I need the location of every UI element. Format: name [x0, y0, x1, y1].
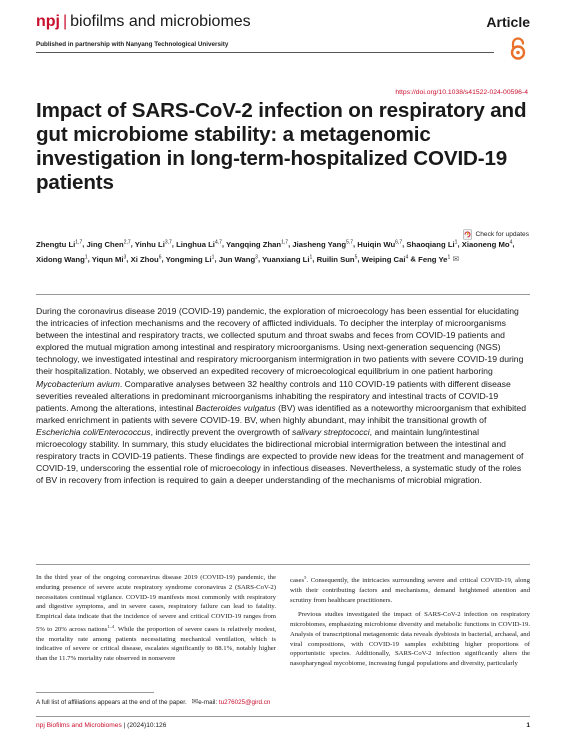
page-footer: [36, 722, 530, 729]
abstract-species-4: salivary streptococci: [292, 426, 370, 437]
author-affiliation: 3,7: [164, 239, 172, 245]
abstract-bottom-rule: [36, 564, 530, 565]
abstract-species-3: Escherichia coli/Enterococcus: [36, 426, 151, 437]
author-name[interactable]: Yinhu Li$^{3,7}$: [134, 239, 172, 249]
abstract-text-2: . Comparative analyses between 32 healthy controls and 110 COVID-19 patients with different disease severities revealed alterations in predominant microorganisms inhabiting the respiratory and intestinal tracts of COVID-19 patients. Among the alterations, intestinal: [36, 378, 511, 413]
author-affiliation: 5: [354, 254, 358, 261]
body-column-left: [36, 573, 276, 664]
page-number: 1: [526, 722, 530, 729]
author-name[interactable]: Xidong Wang$^1$: [36, 254, 88, 264]
author-affiliation: 6,7: [395, 239, 403, 245]
author-affiliation: 4,7: [214, 239, 222, 245]
author-affiliation: 1,7: [75, 239, 83, 245]
body-right-text-1: cases: [290, 577, 305, 585]
journal-separator: |: [63, 13, 68, 30]
author-name[interactable]: Yongming Li$^1$: [165, 254, 215, 264]
author-affiliation: 3: [255, 254, 258, 261]
author-affiliation: 1: [84, 254, 88, 261]
open-access-icon[interactable]: [508, 37, 528, 61]
abstract-text-3: (BV) was identified as a noteworthy microorganism that exhibited marked enrichment in patients with severe COVID-19. BV, when highly abundant, may inhibit the transitional growth of: [36, 402, 526, 425]
author-name[interactable]: Xiaoneng Mo$^4$: [461, 239, 513, 249]
author-name[interactable]: Jiasheng Yang$^{5,7}$: [292, 239, 354, 249]
author-affiliation: 4: [405, 254, 409, 261]
abstract: [36, 305, 530, 486]
author-name[interactable]: Xi Zhou$^6$: [130, 254, 162, 264]
author-name[interactable]: Linghua Li$^{4,7}$: [176, 239, 222, 249]
published-in-partnership: Published in partnership with Nanyang Technological University: [36, 41, 229, 48]
author-affiliation: 4: [509, 239, 513, 245]
abstract-top-rule: [36, 294, 530, 295]
author-name[interactable]: Shaoqiang Li$^1$: [406, 239, 458, 249]
abstract-text-5: , and maintain lung/intestinal microecology stability. In summary, this study elucidates the bidirectional microbial intermigration between the intestinal and respiratory tracts in COVID-19 patients. These findings are expected to provide new ideas for the treatment and management of COVID-19, underscoring the essential role of microecology in infectious diseases. Nevertheless, a systematic study of the roles of BV in recovery from infection is required to gain a deeper understanding of the mechanisms of microbial migration.: [36, 426, 524, 486]
author-email-link[interactable]: tu276025@gird.cn: [218, 699, 271, 706]
doi-link[interactable]: https://doi.org/10.1038/s41522-024-00596-4: [395, 89, 528, 96]
author-name[interactable]: Jun Wang$^3$: [218, 254, 258, 264]
body-right-text-2: . Consequently, the intricacies surrounding severe and critical COVID-19, along with their contributing factors and mechanisms, demand heightened attention and scrutiny from healthcare practitioners.: [290, 577, 530, 604]
author-name[interactable]: Weiping Cai$^4$: [361, 254, 409, 264]
check-updates-label: Check for updates: [475, 231, 529, 238]
body-left-text-1: In the third year of the ongoing coronavirus disease 2019 (COVID-19) pandemic, the enduring presence of severe acute respiratory syndrome coronavirus 2 (SARS-CoV-2) necessitates continual vigilance. COVID-19 manifests most commonly with respiratory and digestive symptoms, and in severe cases, respiratory failure can lead to fatality. Empirical data indicate that the incidence of severe and critical COVID-19 ranges from 5% to 20% across nations: [36, 574, 276, 633]
journal-header: [36, 12, 530, 38]
body-right-para-1: [290, 573, 530, 605]
abstract-text-4: , indirectly prevent the overgrowth of: [150, 426, 293, 437]
author-affiliation: 2,7: [123, 239, 131, 245]
mail-icon: ✉: [191, 697, 199, 706]
journal-title[interactable]: [36, 12, 251, 32]
header-rule: [36, 52, 494, 53]
email-label: e-mail:: [198, 699, 218, 706]
author-name[interactable]: Feng Ye$^1$: [418, 254, 451, 264]
footer-journal[interactable]: npj Biofilms and Microbiomes: [36, 722, 122, 729]
corresponding-author-mail-icon[interactable]: ✉: [450, 254, 460, 264]
author-affiliation: 3: [123, 254, 127, 261]
author-name[interactable]: Ruilin Sun$^5$: [316, 254, 358, 264]
author-name[interactable]: Jing Chen$^{2,7}$: [86, 239, 131, 249]
journal-npj: npj: [36, 13, 60, 30]
body-right-para-2: Previous studies investigated the impact of SARS-CoV-2 infection on respiratory microbiomes, emphasizing microbiome diversity and metabolic functions in COVID-19. Analysis of transcriptional metagenomic data reveals dysbiosis in bacterial, archaeal, and viral compositions, with COVID-19 samples exhibiting higher proportions of opportunistic species. Additionally, SARS-CoV-2 infection significantly alters the nasopharyngeal mycobiome, increasing fungal populations and diversity, particularly: [290, 611, 530, 668]
footer-citation: | (2024)10:126: [121, 722, 167, 729]
article-type-label: Article: [486, 14, 530, 30]
author-name[interactable]: Zhengtu Li$^{1,7}$: [36, 239, 83, 249]
author-name[interactable]: Yiqun Mi$^3$: [91, 254, 127, 264]
body-column-right: [290, 573, 530, 669]
body-left-text-2: . While the proportion of severe cases is relatively modest, the mortality rate among patients necessitating mechanical ventilation, which is indicative of severe or critical disease, escalates significantly to 88.1%, notably higher than the 11.7% mortality rate observed in nonsevere: [36, 625, 276, 663]
author-affiliation: 5,7: [346, 239, 354, 245]
author-affiliation: 1: [211, 254, 215, 261]
abstract-species-1: Mycobacterium avium: [36, 378, 120, 389]
reference-5[interactable]: 5: [304, 575, 307, 580]
affiliation-note: A full list of affiliations appears at the end of the paper.: [36, 699, 187, 706]
journal-name: biofilms and microbiomes: [70, 13, 251, 30]
footer-rule: [36, 716, 530, 717]
author-name[interactable]: Huiqin Wu$^{6,7}$: [357, 239, 403, 249]
author-affiliation: 1,7: [281, 239, 289, 245]
footnote-rule: [36, 692, 154, 693]
author-list: Zhengtu Li$^{1,7}$, Jing Chen$^{2,7}$, Yinhu Li$^{3,7}$, Linghua Li$^{4,7}$, Yangqing Zhan$^{1,7}$, Jiasheng Yang$^{5,7}$, Huiqin Wu$^{6,7}$, Shaoqiang Li$^1$, Xiaoneng Mo$^4$, Xidong Wang$^1$, Yiqun Mi$^3$, Xi Zhou$^6$, Yongming Li$^1$, Jun Wang$^3$, Yuanxiang Li$^1$, Ruilin Sun$^5$, Weiping Cai$^4$ & Feng Ye$^1$ ✉: [36, 239, 515, 264]
author-affiliation: 1: [454, 239, 458, 245]
author-affiliation: 6: [158, 254, 162, 261]
author-name[interactable]: Yuanxiang Li$^1$: [262, 254, 313, 264]
author-name[interactable]: Yangqing Zhan$^{1,7}$: [226, 239, 289, 249]
abstract-species-2: Bacteroides vulgatus: [195, 402, 276, 413]
article-title: Impact of SARS-CoV-2 infection on respiratory and gut microbiome stability: a metagenomic investigation in long-term-hospitalized COVID-19 patients: [36, 99, 527, 194]
affiliation-footnote: [36, 697, 530, 706]
author-affiliation: 1: [309, 254, 313, 261]
reference-1-4[interactable]: 1–4: [107, 623, 115, 629]
abstract-text-1: During the coronavirus disease 2019 (COVID-19) pandemic, the exploration of microecology has been essential for elucidating the intricacies of infection mechanisms and the recovery of afflicted individuals. To decipher the interplay of microorganisms between the intestinal and respiratory tracts, we collected sputum and throat swabs and feces from COVID-19 patients and explored the mutual migration among intestinal and respiratory microorganisms. Using next-generation sequencing (NGS) technology, we investigated intestinal and respiratory microorganism intermigration in two patients with severe COVID-19 during their hospitalization. Notably, we observed an expedited recovery of microecological equilibrium in one patient harboring: [36, 306, 524, 377]
author-affiliation: 1: [447, 254, 451, 261]
